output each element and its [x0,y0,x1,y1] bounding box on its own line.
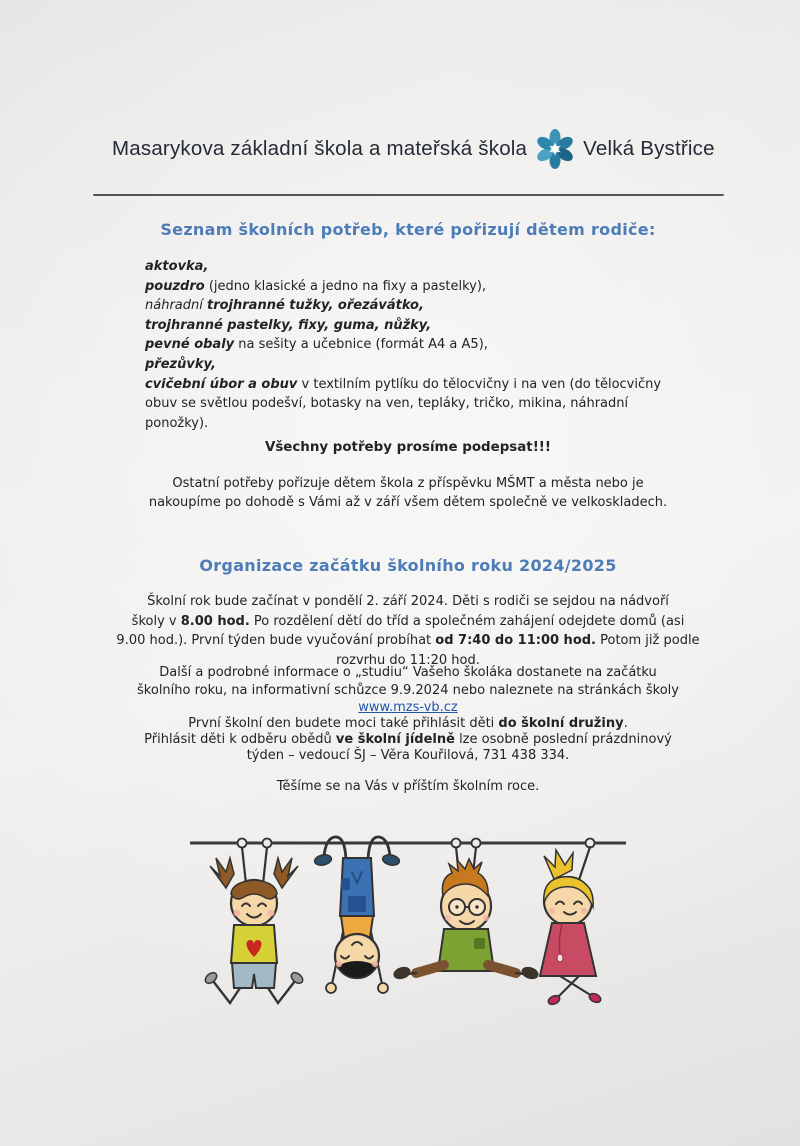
paragraph-line [8,699,800,717]
school-city: Velká Bystřice [583,137,715,160]
supplies-line-7 [145,375,661,395]
canteen-highlight: ve školní jídelně [335,732,455,748]
supplies-line-4 [145,316,661,336]
supplies-heading: Seznam školních potřeb, které pořizují dětem rodiče: [160,220,656,239]
text: Přihlásit děti k odběru obědů [144,732,336,748]
supplies-item: přezůvky, [145,356,216,372]
contact-text: týden – vedoucí ŠJ – Věra Kouřilová, 731 438 334. [246,748,570,764]
school-name: Masarykova základní škola a mateřská škola [112,137,528,160]
school-website-link[interactable]: www.mzs-vb.cz [358,700,458,715]
paragraph-line [8,682,800,700]
other-supplies-paragraph [8,474,800,512]
organization-heading: Organizace začátku školního roku 2024/2025 [199,556,617,575]
text: rozvrhu do 11:20 hod. [336,652,480,668]
paragraph-line [8,732,800,748]
time-highlight: 8.00 hod. [180,613,250,629]
child-girl-pigtails [203,839,304,1004]
supplies-item-note: ponožky). [145,415,209,431]
paragraph-line [8,748,800,764]
child-boy-upside-down [314,837,401,993]
text: Další a podrobné informace o „studiu“ Vašeho školáka dostanete na začátku [159,665,657,680]
school-header [112,128,715,170]
paragraph-line [8,664,800,682]
supplies-item: pouzdro [145,278,205,294]
text: První školní den budete moci také přihlásit děti [188,716,499,731]
sign-everything-note: Všechny potřeby prosíme podepsat!!! [264,440,552,455]
text: školy v [131,613,181,629]
children-hanging-illustration [160,826,640,1031]
paragraph-line [8,631,800,651]
paragraph-line [8,612,800,632]
text: lze osobně poslední prázdninový [454,732,672,748]
paragraph-line: nakoupíme po dohodě s Vámi až v září všem dětem společně ve velkoskladech. [148,495,668,510]
supplies-list [145,257,661,433]
supplies-item-note: na sešity a učebnice (formát A4 a A5), [234,337,488,353]
header-divider [93,194,724,196]
supplies-line-3 [145,296,661,316]
supplies-line-2 [145,277,661,297]
supplies-line-1 [145,257,661,277]
after-school-club-highlight: do školní družiny [498,716,624,731]
text: 9.00 hod.). První týden bude vyučování probíhat [116,633,436,648]
closing-line: Těšíme se na Vás v příštím školním roce. [276,779,540,794]
info-paragraph [8,664,800,717]
paragraph-line [8,592,800,612]
paragraph-line [8,716,800,732]
school-logo-icon [534,128,576,170]
text: Potom již podle [596,633,700,648]
school-year-start-paragraph [8,592,800,670]
supplies-item-note: (jedno klasické a jedno na fixy a pastelky), [204,278,487,294]
supplies-item-note: v textilním pytlíku do tělocvičny i na ven (do tělocvičny [297,376,662,392]
supplies-item: aktovka, [145,259,209,274]
supplies-item-prefix: náhradní [145,298,207,314]
paragraph-line: Ostatní potřeby pořizuje dětem škola z příspěvku MŠMT a města nebo je [172,476,644,491]
supplies-line-9 [145,414,661,434]
supplies-item: trojhranné tužky, ořezávátko, [207,298,424,314]
child-girl-ponytail [540,839,602,1007]
text: školního roku, na informativní schůzce 9.9.2024 nebo naleznete na stránkách školy [137,682,679,698]
text: . [623,716,628,731]
supplies-item-note: obuv se světlou podešví, botasky na ven, tepláky, tričko, mikina, náhradní [145,396,629,412]
supplies-item: cvičební úbor a obuv [145,376,298,392]
supplies-line-6 [145,355,661,375]
text: Školní rok bude začínat v pondělí 2. září 2024. Děti s rodiči se sejdou na nádvoří [147,594,669,609]
text: Po rozdělení dětí do tříd a společném zahájení odejdete domů (asi [249,613,685,629]
supplies-line-8 [145,394,661,414]
child-boy-glasses [393,839,539,981]
supplies-line-5 [145,335,661,355]
supplies-item: trojhranné pastelky, fixy, guma, nůžky, [145,317,432,333]
time-highlight: od 7:40 do 11:00 hod. [435,633,596,648]
enrollment-paragraph [8,716,800,765]
supplies-item: pevné obaly [145,337,235,353]
